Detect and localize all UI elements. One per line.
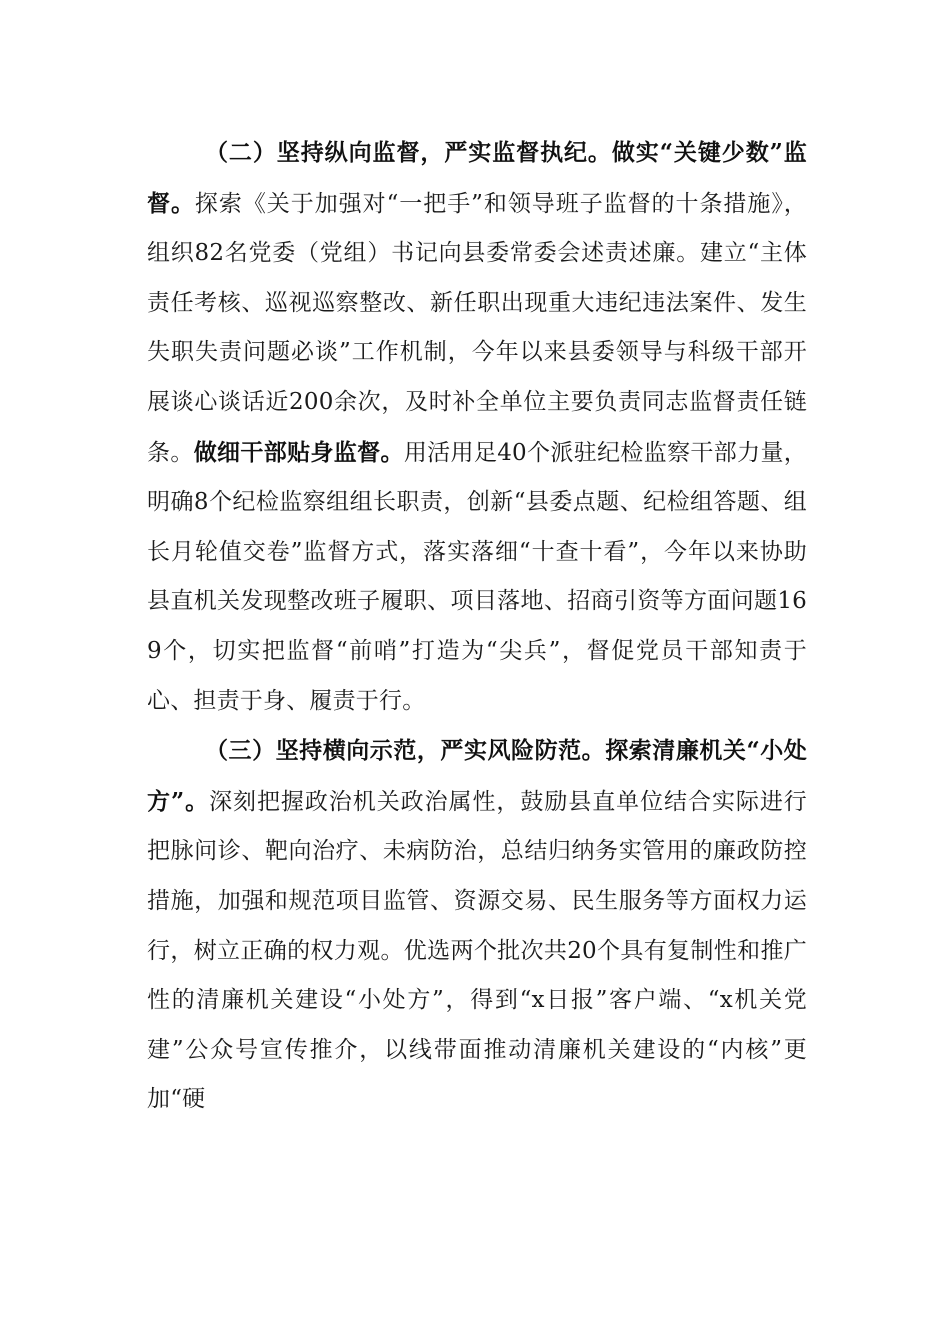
paragraph-vertical-supervision <box>147 128 807 726</box>
text-key-minority: 探索《关于加强对“一把手”和领导班子监督的十条措施》，组织82名党委（党组）书记向县委常委会述责述廉。建立“主体责任考核、巡视巡察整改、新任职出现重大违纪违法案件、发生失职失责问题必谈”工作机制，今年以来县委领导与科级干部开展谈心谈话近200余次，及时补全单位主要负责同志监督责任链条。 <box>147 190 807 466</box>
text-clean-organs: 深刻把握政治机关政治属性，鼓励县直单位结合实际进行把脉问诊、靶向治疗、未病防治，总结归纳务实管用的廉政防控措施，加强和规范项目监管、资源交易、民生服务等方面权力运行，树立正确的权力观。优选两个批次共20个具有复制性和推广性的清廉机关建设“小处方”，得到“x日报”客户端、“x机关党建”公众号宣传推介，以线带面推动清廉机关建设的“内核”更加“硬 <box>147 788 807 1113</box>
heading-vertical-supervision: （二）坚持纵向监督，严实监督执纪。做实“关键少数”监督。 <box>147 139 807 217</box>
paragraph-horizontal-demonstration <box>147 726 807 1125</box>
text-close-supervision: 用活用足40个派驻纪检监察干部力量，明确8个纪检监察组组长职责，创新“县委点题、纪检组答题、组长月轮值交卷”监督方式，落实落细“十查十看”，今年以来协助县直机关发现整改班子履职、项目落地、招商引资等方面问题169个，切实把监督“前哨”打造为“尖兵”，督促党员干部知责于心、担责于身、履责于行。 <box>147 439 807 714</box>
document-body <box>147 128 807 1125</box>
heading-horizontal-demonstration: （三）坚持横向示范，严实风险防范。探索清廉机关“小处方”。 <box>147 737 807 815</box>
subheading-close-supervision: 做细干部贴身监督。 <box>193 438 404 466</box>
